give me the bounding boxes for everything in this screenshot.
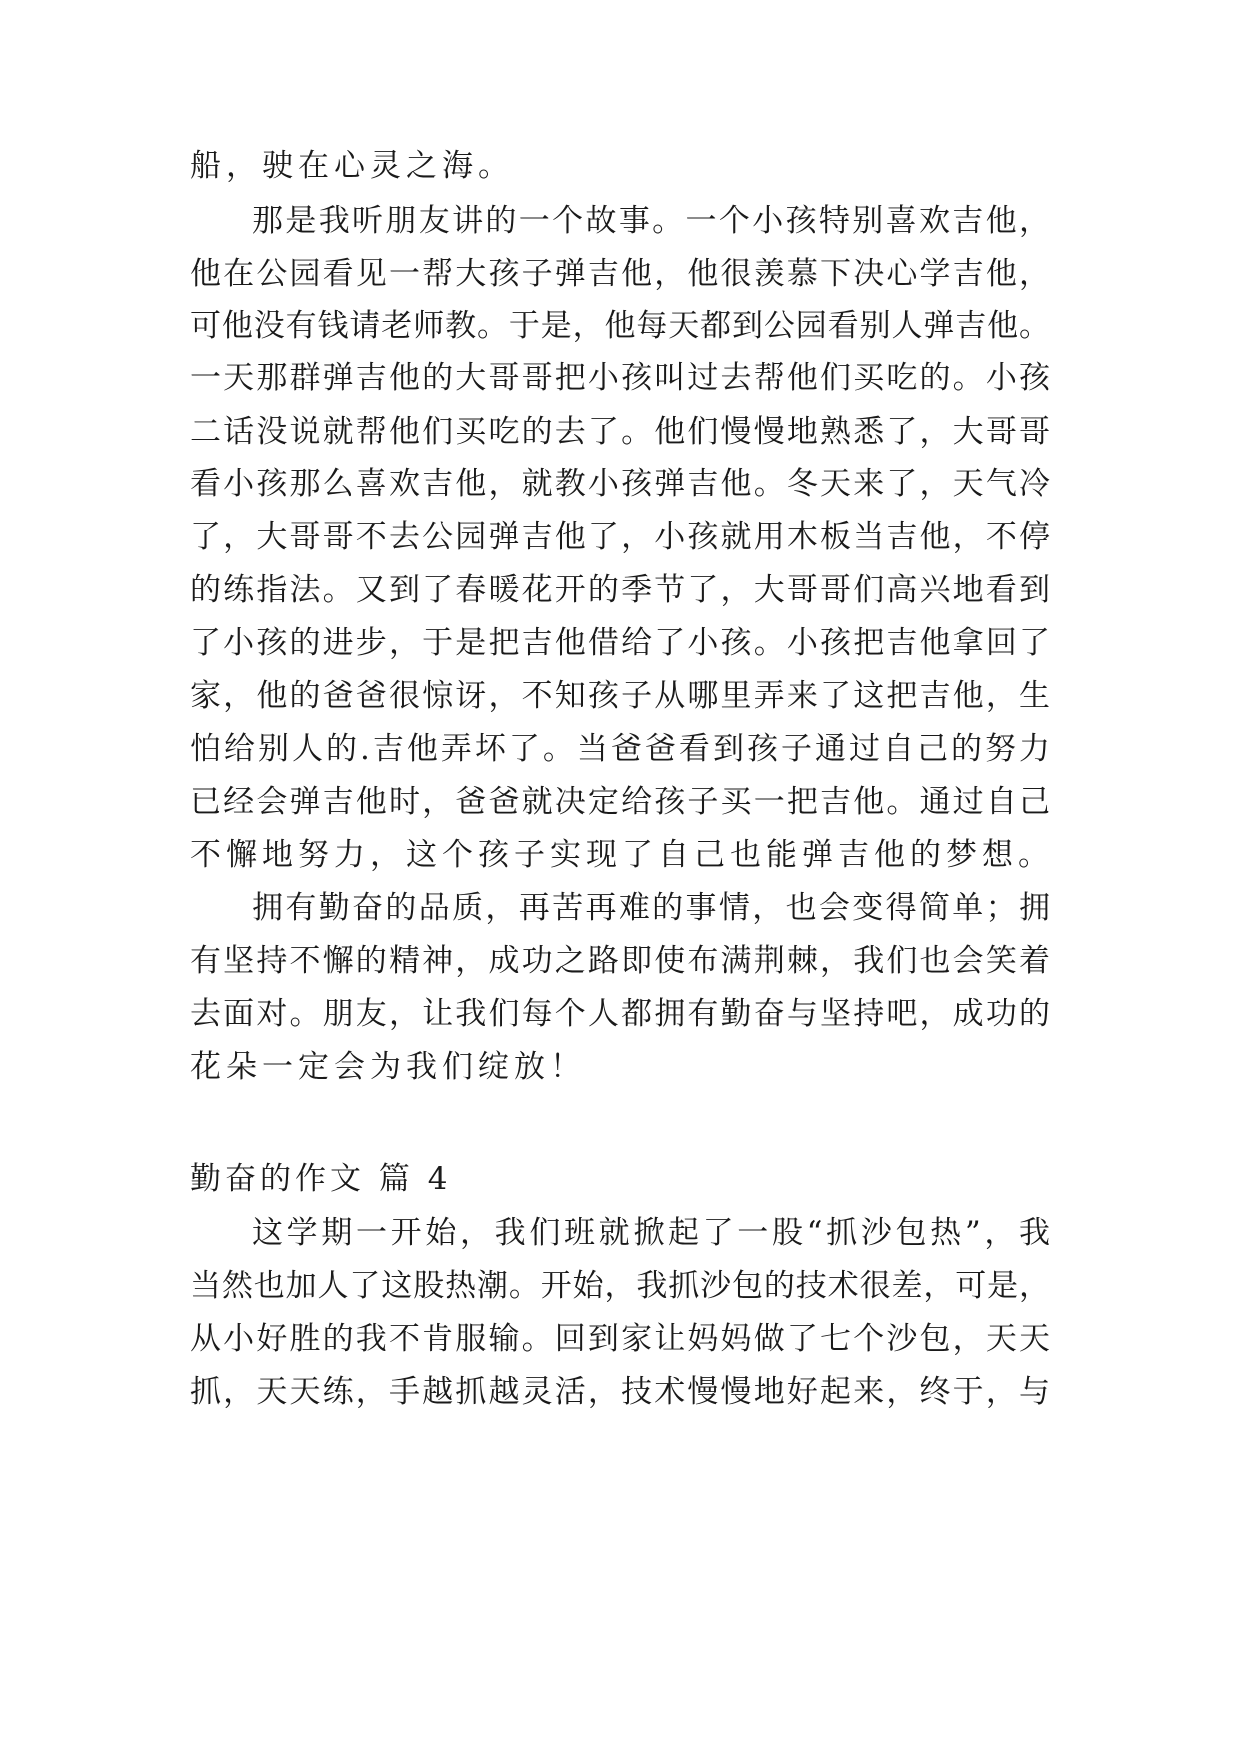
text-line: 怕给别人的.吉他弄坏了。当爸爸看到孩子通过自己的努力	[190, 731, 1050, 767]
text-line: 了，大哥哥不去公园弹吉他了，小孩就用木板当吉他，不停	[190, 519, 1050, 555]
text-line: 可他没有钱请老师教。于是，他每天都到公园看别人弹吉他。	[190, 308, 1050, 344]
text-line: 一天那群弹吉他的大哥哥把小孩叫过去帮他们买吃的。小孩	[190, 360, 1050, 396]
text-line: 了小孩的进步，于是把吉他借给了小孩。小孩把吉他拿回了	[190, 625, 1050, 661]
text-line: 从小好胜的我不肯服输。回到家让妈妈做了七个沙包，天天	[190, 1321, 1050, 1357]
text-line: 不懈地努力，这个孩子实现了自己也能弹吉他的梦想。	[190, 837, 1054, 873]
text-line: 已经会弹吉他时，爸爸就决定给孩子买一把吉他。通过自己	[190, 784, 1050, 820]
paragraph-first-line: 那是我听朋友讲的一个故事。一个小孩特别喜欢吉他，	[252, 203, 1050, 239]
text-line: 家，他的爸爸很惊讶，不知孩子从哪里弄来了这把吉他，生	[190, 678, 1050, 714]
text-line: 的练指法。又到了春暖花开的季节了，大哥哥们高兴地看到	[190, 572, 1050, 608]
text-line: 去面对。朋友，让我们每个人都拥有勤奋与坚持吧，成功的	[190, 996, 1050, 1032]
section-heading: 勤奋的作文 篇 4	[190, 1161, 452, 1197]
text-line: 看小孩那么喜欢吉他，就教小孩弹吉他。冬天来了，天气冷	[190, 466, 1050, 502]
text-line: 抓，天天练，手越抓越灵活，技术慢慢地好起来，终于，与	[190, 1374, 1050, 1410]
text-line: 船，驶在心灵之海。	[190, 148, 514, 184]
paragraph-first-line: 这学期一开始，我们班就掀起了一股“抓沙包热”，我	[252, 1215, 1050, 1251]
text-line: 二话没说就帮他们买吃的去了。他们慢慢地熟悉了，大哥哥	[190, 414, 1050, 450]
paragraph-first-line: 拥有勤奋的品质，再苦再难的事情，也会变得简单；拥	[252, 890, 1050, 926]
text-line: 有坚持不懈的精神，成功之路即使布满荆棘，我们也会笑着	[190, 943, 1050, 979]
text-line: 当然也加人了这股热潮。开始，我抓沙包的技术很差，可是，	[190, 1268, 1050, 1304]
text-line: 他在公园看见一帮大孩子弹吉他，他很羡慕下决心学吉他，	[190, 256, 1050, 292]
text-line: 花朵一定会为我们绽放！	[190, 1049, 586, 1085]
